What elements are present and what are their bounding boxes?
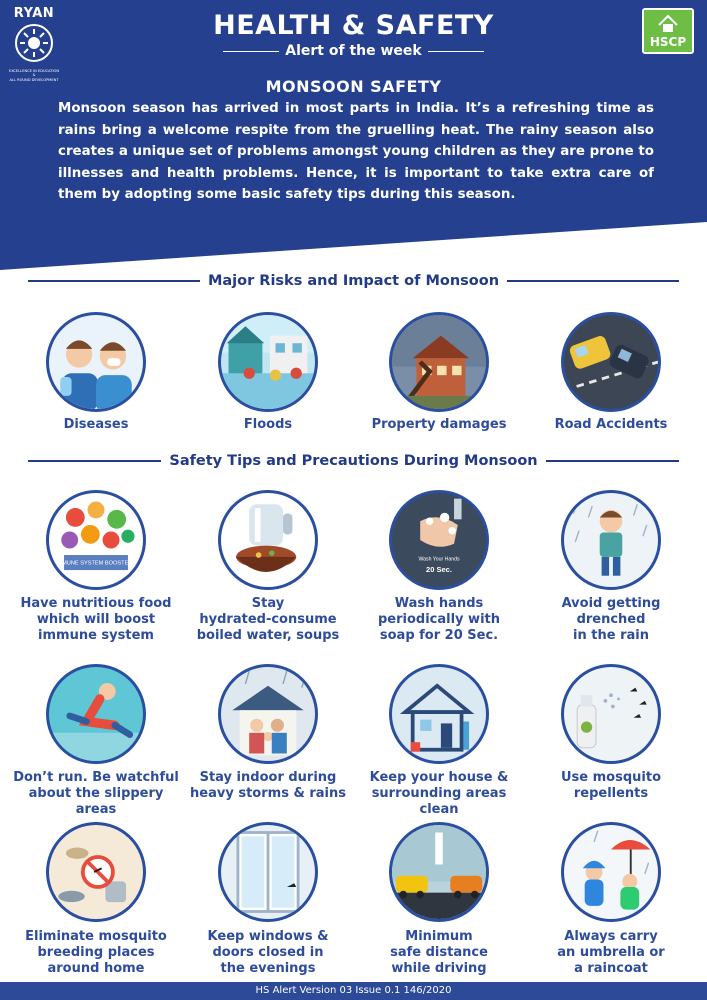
risks-line-right bbox=[507, 280, 679, 282]
page-subtitle: Alert of the week bbox=[285, 43, 422, 59]
kettle-soup-icon bbox=[218, 490, 318, 590]
slipping-person-icon bbox=[46, 664, 146, 764]
tip-label-keep-clean: Keep your house & surrounding areas clean bbox=[369, 770, 509, 817]
handwash-icon-text-1: Wash Your Hands bbox=[418, 556, 460, 563]
section-title: MONSOON SAFETY bbox=[265, 77, 442, 96]
tip-label-mosquito-repellents: Use mosquito repellents bbox=[560, 770, 661, 801]
tips-divider bbox=[28, 453, 679, 469]
no-mosquito-icon bbox=[46, 822, 146, 922]
tip-label-close-windows: Keep windows & doors closed in the evenings bbox=[207, 929, 329, 976]
handwash-icon-text-2: 20 Sec. bbox=[426, 564, 452, 574]
risk-label-diseases: Diseases bbox=[63, 417, 129, 432]
food-icon-text: IMMUNE SYSTEM BOOSTERS bbox=[55, 560, 137, 567]
logo-tagline: EXCELLENCE IN EDUCATION & ALL ROUND DEVELOPMENT bbox=[8, 69, 60, 82]
tip-label-dont-run: Don’t run. Be watchful about the slippery areas bbox=[13, 770, 179, 817]
subtitle-row bbox=[0, 43, 707, 59]
logo-name: RYAN bbox=[13, 6, 55, 21]
tip-label-wash-hands: Wash hands periodically with soap for 20 Sec. bbox=[377, 596, 500, 643]
risks-line-left bbox=[28, 280, 200, 282]
tip-label-safe-distance: Minimum safe distance while driving bbox=[390, 929, 488, 976]
intro-bold: Monsoon season bbox=[58, 101, 186, 116]
closed-window-icon bbox=[218, 822, 318, 922]
tip-label-nutritious-food: Have nutritious food which will boost immune system bbox=[20, 596, 172, 643]
tip-label-avoid-drenched: Avoid getting drenched in the rain bbox=[561, 596, 661, 643]
umbrella-raincoat-icon bbox=[561, 822, 661, 922]
safe-distance-cars-icon bbox=[389, 822, 489, 922]
nutritious-food-icon bbox=[46, 490, 146, 590]
tip-label-eliminate-breeding: Eliminate mosquito breeding places around home bbox=[25, 929, 167, 976]
sick-children-icon bbox=[46, 312, 146, 412]
tips-heading: Safety Tips and Precautions During Monsoon bbox=[169, 453, 538, 469]
risk-label-floods: Floods bbox=[243, 417, 293, 432]
family-indoor-icon bbox=[218, 664, 318, 764]
repellent-spray-icon bbox=[561, 664, 661, 764]
risks-divider bbox=[28, 273, 679, 289]
house-ring-icon bbox=[656, 13, 680, 33]
tips-line-left bbox=[28, 460, 161, 462]
boy-in-rain-icon bbox=[561, 490, 661, 590]
risk-label-property-damages: Property damages bbox=[371, 417, 507, 432]
risk-label-road-accidents: Road Accidents bbox=[554, 417, 668, 432]
clean-house-icon bbox=[389, 664, 489, 764]
footer-version: HS Alert Version 03 Issue 0.1 146/2020 bbox=[0, 982, 707, 1000]
hscp-badge bbox=[642, 8, 694, 54]
hscp-badge-text: HSCP bbox=[649, 35, 687, 49]
hand-wash-icon bbox=[389, 490, 489, 590]
subtitle-line-left bbox=[223, 51, 279, 52]
page-title: HEALTH & SAFETY bbox=[213, 10, 494, 41]
tips-line-right bbox=[546, 460, 679, 462]
intro-paragraph bbox=[58, 98, 654, 206]
damaged-house-icon bbox=[389, 312, 489, 412]
intro-text: has arrived in most parts in India. It’s a refreshing time as rains bring a welcome respite from the gruelling heat. The rainy season also creates a unique set of problems amongst young children as they are prone to illnesses and health problems. Hence, it is important to take extra care of them by adopting some basic safety tips during this season. bbox=[58, 101, 654, 202]
car-accident-icon bbox=[561, 312, 661, 412]
flood-icon bbox=[218, 312, 318, 412]
tip-label-umbrella: Always carry an umbrella or a raincoat bbox=[557, 929, 665, 976]
tip-label-stay-hydrated: Stay hydrated-consume boiled water, soups bbox=[196, 596, 340, 643]
subtitle-line-right bbox=[428, 51, 484, 52]
risks-heading: Major Risks and Impact of Monsoon bbox=[207, 273, 500, 289]
tip-label-stay-indoor: Stay indoor during heavy storms & rains bbox=[190, 770, 346, 801]
